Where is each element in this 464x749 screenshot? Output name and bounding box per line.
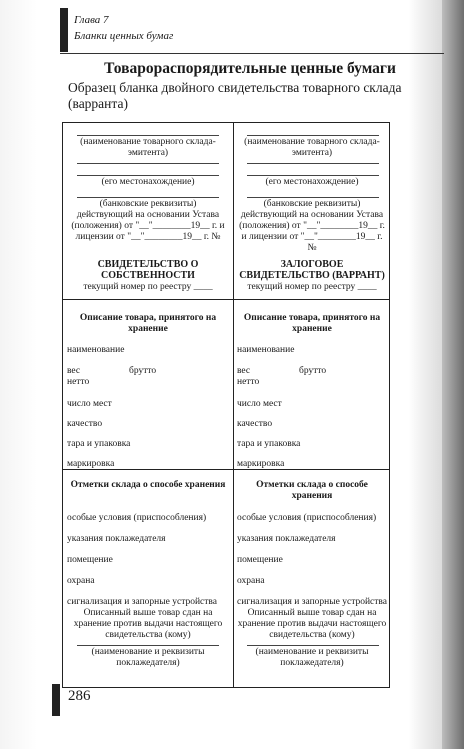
left-storage-conditions: особые условия (приспособления) [67, 513, 207, 523]
right-storage-heading: Отметки склада о способе хранения [256, 480, 368, 501]
right-location-caption: (его местонахождение) [265, 177, 359, 187]
right-doc-title: ЗАЛОГОВОЕ СВИДЕТЕЛЬСТВО (ВАРРАНТ) [239, 259, 385, 281]
right-storage-guard: охрана [237, 576, 265, 586]
left-charter-line: действующий на основании Устава (положения) от "__"________19__ г. и лицензии от "__"________19__ г. № [71, 210, 225, 242]
right-issued-text: Описанный выше товар сдан на хранение против выдачи настоящего свидетельства (кому) [237, 608, 387, 640]
left-register-line: текущий номер по реестру ____ [83, 282, 213, 292]
right-goods-heading: Описание товара, принятого на хранение [243, 313, 381, 334]
form-column-divider [233, 123, 234, 687]
form-row-divider-1 [63, 299, 389, 300]
left-storage-instructions: указания поклажедателя [67, 534, 166, 544]
left-goods-count: число мест [67, 399, 112, 409]
left-name-caption: (наименование товарного склада-эмитента) [80, 137, 216, 158]
right-goods-packing: тара и упаковка [237, 439, 301, 449]
right-storage-instructions: указания поклажедателя [237, 534, 336, 544]
left-storage-premises: помещение [67, 555, 113, 565]
left-bank-caption: (банковские реквизиты) [99, 199, 197, 209]
right-register-line: текущий номер по реестру ____ [247, 282, 377, 292]
right-depositor-caption: (наименование и реквизиты поклажедателя) [255, 647, 369, 668]
left-goods-gross: брутто [129, 366, 157, 376]
right-goods-net: нетто [237, 377, 260, 387]
right-charter-line: действующий на основании Устава (положения) от "__"________19__ г. и лицензии от "__"________19__ г. № [239, 210, 385, 253]
right-goods-count: число мест [237, 399, 282, 409]
section-title: Товарораспорядительные ценные бумаги [104, 60, 396, 77]
left-goods-heading: Описание товара, принятого на хранение [79, 313, 217, 334]
book-spine-shadow [442, 0, 464, 749]
right-goods-quality: качество [237, 419, 273, 429]
right-storage-premises: помещение [237, 555, 283, 565]
right-goods-name: наименование [237, 345, 295, 355]
left-goods-net: нетто [67, 377, 90, 387]
left-goods-name: наименование [67, 345, 125, 355]
left-storage-heading: Отметки склада о способе хранения [70, 480, 226, 490]
left-storage-alarm: сигнализация и запорные устройства [67, 597, 217, 607]
running-header-title: Бланки ценных бумаг [74, 30, 174, 42]
left-doc-title: СВИДЕТЕЛЬСТВО О СОБСТВЕННОСТИ [97, 259, 199, 281]
left-issued-text: Описанный выше товар сдан на хранение против выдачи настоящего свидетельства (кому) [73, 608, 223, 640]
page-number: 286 [68, 688, 91, 704]
left-storage-guard: охрана [67, 576, 95, 586]
page-number-marker [52, 684, 60, 716]
left-goods-marking: маркировка [67, 459, 115, 469]
right-goods-weight: вес [237, 366, 251, 376]
right-goods-marking: маркировка [237, 459, 285, 469]
right-name-caption: (наименование товарного склада-эмитента) [244, 137, 380, 158]
left-goods-packing: тара и упаковка [67, 439, 131, 449]
header-rule [60, 53, 444, 54]
right-storage-alarm: сигнализация и запорные устройства [237, 597, 387, 607]
left-location-caption: (его местонахождение) [101, 177, 195, 187]
left-goods-quality: качество [67, 419, 103, 429]
left-depositor-caption: (наименование и реквизиты поклажедателя) [91, 647, 205, 668]
section-subtitle: Образец бланка двойного свидетельства товарного склада (варранта) [68, 80, 402, 111]
warrant-form [62, 122, 390, 688]
header-marker [60, 8, 68, 52]
running-header-chapter: Глава 7 [74, 14, 109, 26]
left-goods-weight: вес [67, 366, 81, 376]
right-bank-caption: (банковские реквизиты) [263, 199, 361, 209]
right-goods-gross: брутто [299, 366, 327, 376]
right-storage-conditions: особые условия (приспособления) [237, 513, 377, 523]
